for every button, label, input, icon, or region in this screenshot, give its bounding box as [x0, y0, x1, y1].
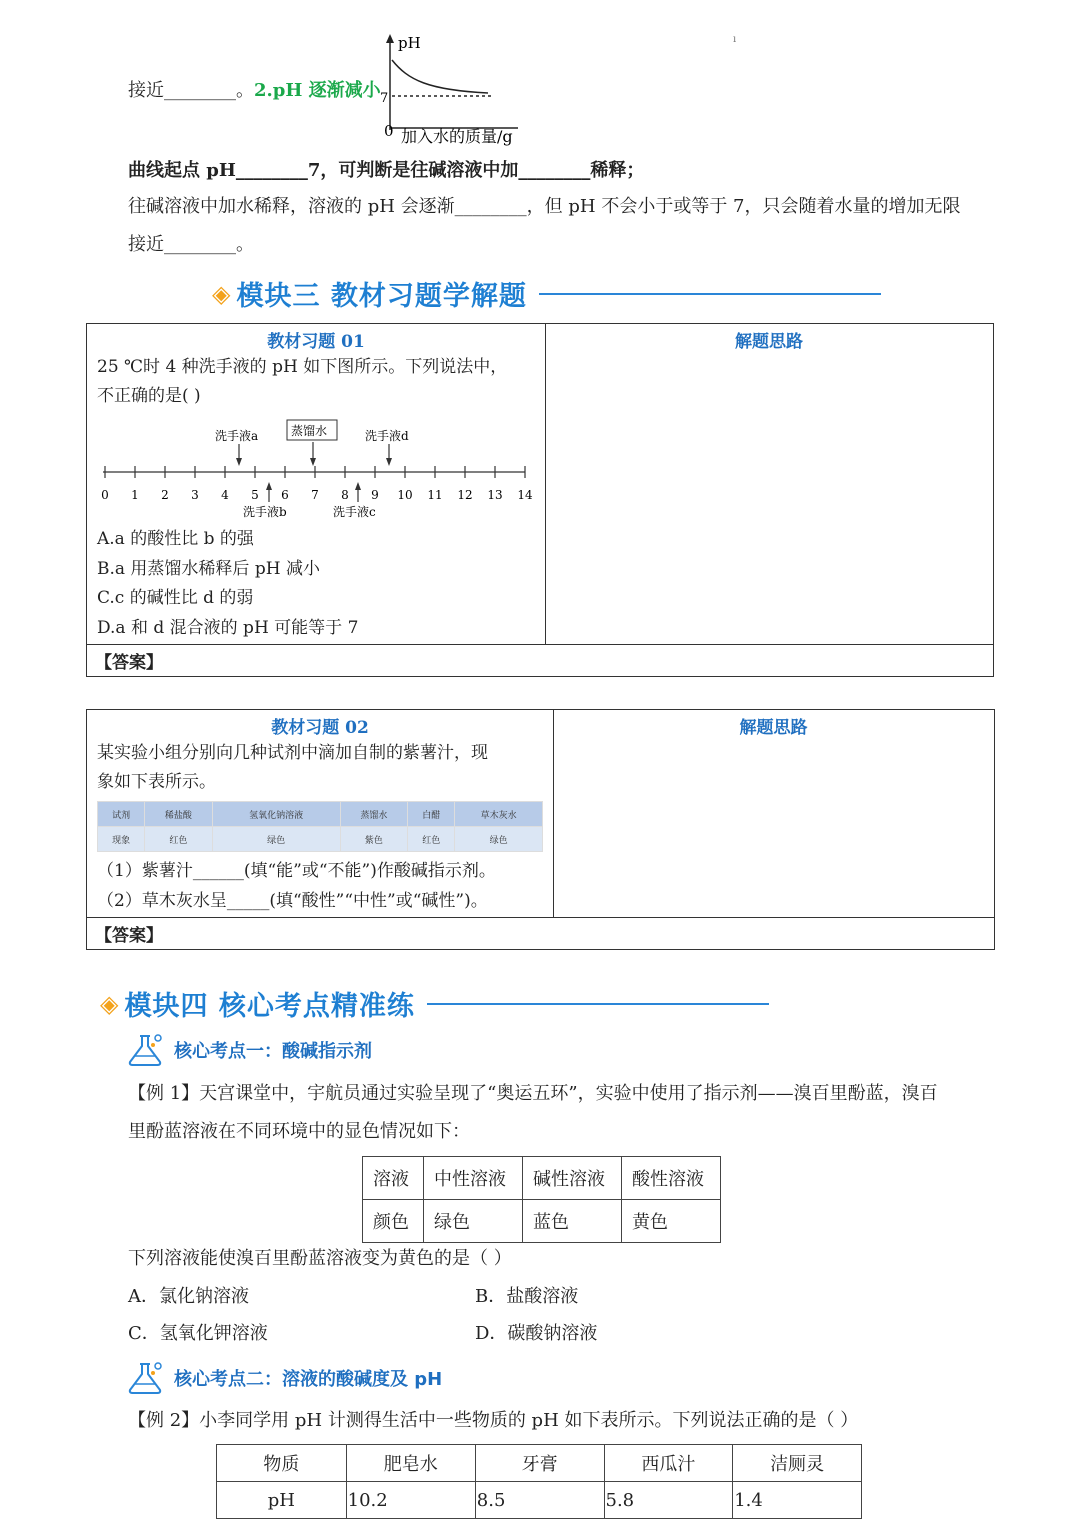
key-point-2-title: 核心考点二：溶液的酸碱度及 pH [174, 1369, 443, 1390]
graph-y-label: pH [398, 34, 421, 52]
tick-label: 10 [397, 488, 413, 502]
diamond-icon: ◈ [212, 279, 231, 308]
table-cell: 中性溶液 [424, 1157, 523, 1200]
flask-icon [126, 1032, 166, 1068]
table-cell: 蒸馏水 [340, 802, 407, 827]
table-cell: 现象 [98, 827, 145, 852]
key-point-2-heading [126, 1360, 442, 1396]
flask-icon [126, 1360, 166, 1396]
sub-question-1: （1）紫薯汁______(填“能”或“不能”)作酸碱指示剂。 [97, 861, 496, 881]
answer-green: 2.pH 逐渐减小 [254, 80, 381, 101]
example-1-option-b: B．盐酸溶液 [475, 1286, 579, 1307]
answer-label: 【答案】 [95, 926, 163, 946]
exercise-01-heading: 教材习题 01 [267, 332, 365, 352]
table-cell: 肥皂水 [346, 1445, 475, 1482]
table-cell: 试剂 [98, 802, 145, 827]
table-cell: 洁厕灵 [733, 1445, 862, 1482]
module-4-title: 模块四 核心考点精准练 [124, 991, 415, 1022]
fill-line-1-text: 接近________。 [128, 80, 254, 101]
label-handwash-b: 洗手液b [243, 505, 287, 519]
tick-label: 1 [131, 488, 139, 502]
table-row [217, 1445, 862, 1482]
graph-seven: 7 [380, 91, 389, 106]
exercise-01-q2: 不正确的是( ) [97, 386, 201, 406]
table-cell: 溶液 [363, 1157, 424, 1200]
table-cell: 绿色 [212, 827, 340, 852]
exercise-01-box [86, 323, 994, 677]
tick-label: 8 [341, 488, 349, 502]
module-3-rule [539, 293, 881, 295]
table-row [363, 1200, 721, 1243]
table-cell: 5.8 [604, 1482, 733, 1519]
tick-label: 6 [281, 488, 289, 502]
key-point-1-title: 核心考点一：酸碱指示剂 [174, 1041, 372, 1062]
graph-origin: 0 [384, 122, 394, 140]
tick-label: 13 [487, 488, 503, 502]
label-handwash-a: 洗手液a [215, 429, 259, 443]
divider [87, 917, 994, 918]
example-1-option-d: D．碳酸钠溶液 [475, 1323, 598, 1344]
exercise-02-box [86, 709, 995, 950]
table-row [363, 1157, 721, 1200]
sub-question-2: （2）草木灰水呈_____(填“酸性”“中性”或“碱性”)。 [97, 891, 488, 911]
exercise-02-right-heading: 解题思路 [739, 718, 808, 738]
table-cell: 紫色 [340, 827, 407, 852]
table-cell: 稀盐酸 [145, 802, 212, 827]
table-cell: 酸性溶液 [622, 1157, 721, 1200]
example-1-line-2: 里酚蓝溶液在不同环境中的显色情况如下： [128, 1121, 470, 1142]
fill-line-3: 往碱溶液中加水稀释，溶液的 pH 会逐渐________，但 pH 不会小于或等于 7，只会随着水量的增加无限 [128, 196, 961, 217]
table-cell: pH [217, 1482, 347, 1519]
example-1-option-c: C．氢氧化钾溶液 [128, 1323, 268, 1344]
table-cell: 绿色 [424, 1200, 523, 1243]
table-row [98, 827, 543, 852]
table-cell: 红色 [408, 827, 455, 852]
tick-label: 12 [457, 488, 473, 502]
tick-label: 9 [371, 488, 379, 502]
tick-label: 2 [161, 488, 169, 502]
example-1-line-1: 【例 1】天宫课堂中，宇航员通过实验呈现了“奥运五环”，实验中使用了指示剂——溴百里酚蓝，溴百 [128, 1083, 938, 1104]
answer-label: 【答案】 [95, 653, 163, 673]
module-3-title: 模块三 教材习题学解题 [236, 281, 527, 312]
ph-values-table [216, 1444, 862, 1519]
table-cell: 绿色 [455, 827, 543, 852]
divider [545, 324, 546, 644]
table-cell: 蓝色 [523, 1200, 622, 1243]
fill-line-1 [128, 79, 381, 103]
exercise-02-heading: 教材习题 02 [271, 718, 369, 738]
divider [553, 710, 554, 917]
module-3-heading [212, 274, 881, 313]
purple-potato-table [97, 801, 543, 852]
table-cell: 黄色 [622, 1200, 721, 1243]
table-cell: 白醋 [408, 802, 455, 827]
tick-label: 7 [311, 488, 319, 502]
tick-label: 4 [221, 488, 229, 502]
tick-label: 11 [427, 488, 443, 502]
module-4-rule [427, 1003, 769, 1005]
diamond-icon: ◈ [100, 989, 119, 1018]
table-cell: 草木灰水 [455, 802, 543, 827]
ph-dilution-graph [368, 30, 548, 150]
exercise-01-right-heading: 解题思路 [735, 332, 803, 352]
indicator-color-table [362, 1156, 721, 1243]
table-row [217, 1482, 862, 1519]
module-4-heading [100, 984, 769, 1023]
graph-x-label: 加入水的质量/g [401, 127, 513, 146]
exercise-01-q1: 25 ℃时 4 种洗手液的 pH 如下图所示。下列说法中， [97, 357, 508, 377]
fill-line-2: 曲线起点 pH________7，可判断是往碱溶液中加________稀释； [128, 160, 645, 181]
table-cell: 氢氧化钠溶液 [212, 802, 340, 827]
label-distilled-water: 蒸馏水 [291, 424, 328, 438]
key-point-1-heading [126, 1032, 372, 1068]
table-cell: 碱性溶液 [523, 1157, 622, 1200]
exercise-02-q2: 象如下表所示。 [97, 772, 216, 792]
tick-label: 0 [101, 488, 109, 502]
tick-label: 5 [251, 488, 259, 502]
fill-line-4: 接近________。 [128, 234, 254, 255]
table-cell: 红色 [145, 827, 212, 852]
label-handwash-c: 洗手液c [333, 505, 376, 519]
table-cell: 1.4 [733, 1482, 862, 1519]
option-c: C.c 的碱性比 d 的弱 [97, 588, 254, 608]
stray-mark: ı [733, 34, 737, 45]
tick-label: 3 [191, 488, 199, 502]
ph-number-line [91, 412, 541, 524]
table-row [98, 802, 543, 827]
table-cell: 西瓜汁 [604, 1445, 733, 1482]
option-b: B.a 用蒸馏水稀释后 pH 减小 [97, 559, 320, 579]
exercise-02-q1: 某实验小组分别向几种试剂中滴加自制的紫薯汁，现 [97, 743, 488, 763]
label-handwash-d: 洗手液d [365, 429, 409, 443]
tick-label: 14 [517, 488, 533, 502]
table-cell: 物质 [217, 1445, 347, 1482]
option-a: A.a 的酸性比 b 的强 [97, 529, 254, 549]
table-cell: 颜色 [363, 1200, 424, 1243]
example-1-option-a: A．氯化钠溶液 [128, 1286, 249, 1307]
table-cell: 牙膏 [475, 1445, 604, 1482]
example-2-line-1: 【例 2】小李同学用 pH 计测得生活中一些物质的 pH 如下表所示。下列说法正确的是（ ） [128, 1410, 859, 1431]
example-1-question: 下列溶液能使溴百里酚蓝溶液变为黄色的是（ ） [128, 1248, 512, 1269]
table-cell: 10.2 [346, 1482, 475, 1519]
divider [87, 644, 993, 645]
table-cell: 8.5 [475, 1482, 604, 1519]
option-d: D.a 和 d 混合液的 pH 可能等于 7 [97, 618, 359, 638]
